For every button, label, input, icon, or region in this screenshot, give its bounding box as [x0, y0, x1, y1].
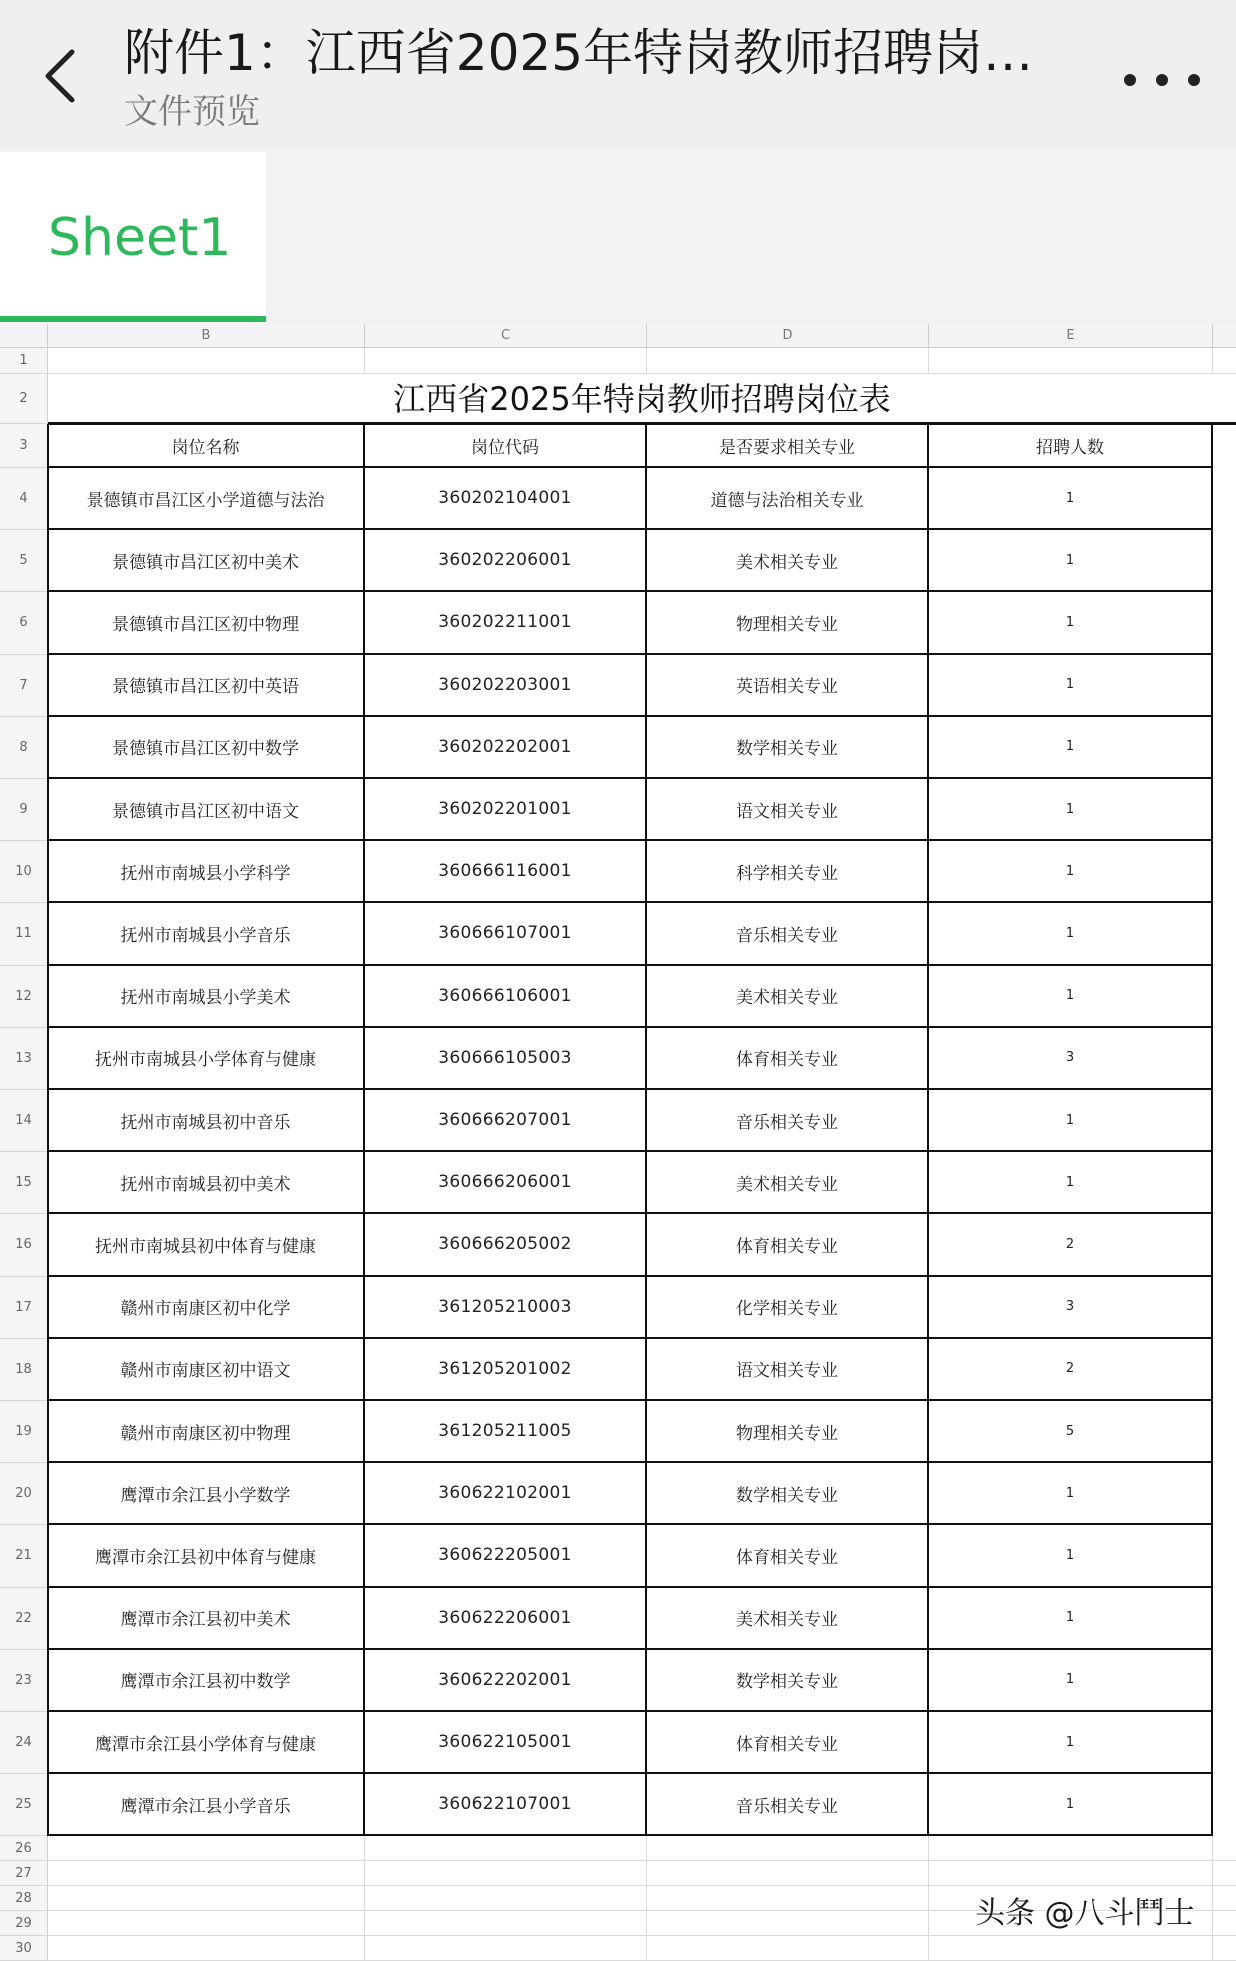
headcount-cell[interactable]: 1	[929, 1090, 1213, 1152]
file-subtitle: 文件预览	[124, 92, 260, 132]
column-header-c[interactable]: C	[365, 324, 647, 348]
row-header-17[interactable]: 17	[0, 1277, 48, 1339]
position-name-cell[interactable]: 景德镇市昌江区小学道德与法治	[48, 468, 365, 530]
row-header-27[interactable]: 27	[0, 1861, 48, 1886]
row-header-22[interactable]: 22	[0, 1588, 48, 1650]
top-app-bar	[0, 0, 1236, 150]
position-name-cell[interactable]: 鹰潭市余江县小学音乐	[48, 1774, 365, 1836]
headcount-cell[interactable]: 1	[929, 1774, 1213, 1836]
position-code-cell[interactable]: 360666116001	[365, 841, 647, 903]
major-requirement-cell[interactable]: 音乐相关专业	[647, 903, 929, 965]
headcount-cell[interactable]: 1	[929, 779, 1213, 841]
headcount-cell[interactable]: 1	[929, 655, 1213, 717]
tab-sheet1[interactable]	[0, 152, 266, 322]
row-header-23[interactable]: 23	[0, 1650, 48, 1712]
major-requirement-cell[interactable]: 美术相关专业	[647, 1152, 929, 1214]
row-header-29[interactable]: 29	[0, 1911, 48, 1936]
headcount-cell[interactable]: 2	[929, 1214, 1213, 1276]
headcount-cell[interactable]: 1	[929, 1588, 1213, 1650]
position-code-cell[interactable]: 360666206001	[365, 1152, 647, 1214]
table-row	[48, 655, 1213, 717]
position-name-cell[interactable]: 赣州市南康区初中化学	[48, 1277, 365, 1339]
headcount-cell[interactable]: 3	[929, 1028, 1213, 1090]
headcount-cell[interactable]: 1	[929, 1712, 1213, 1774]
row-header-20[interactable]: 20	[0, 1463, 48, 1525]
row-header-18[interactable]: 18	[0, 1339, 48, 1401]
major-requirement-cell[interactable]: 物理相关专业	[647, 592, 929, 654]
empty-row	[48, 1861, 1236, 1886]
headcount-cell[interactable]: 3	[929, 1277, 1213, 1339]
position-name-cell[interactable]: 景德镇市昌江区初中美术	[48, 530, 365, 592]
position-code-cell[interactable]: 360622107001	[365, 1774, 647, 1836]
gridline	[928, 348, 929, 374]
position-code-cell[interactable]: 360622105001	[365, 1712, 647, 1774]
row-header-11[interactable]: 11	[0, 903, 48, 965]
position-code-cell[interactable]: 360666105003	[365, 1028, 647, 1090]
table-row	[48, 1774, 1213, 1836]
table-row	[48, 1588, 1213, 1650]
position-code-cell[interactable]: 361205201002	[365, 1339, 647, 1401]
major-requirement-cell[interactable]: 数学相关专业	[647, 1463, 929, 1525]
row-header-21[interactable]: 21	[0, 1525, 48, 1587]
table-row	[48, 1152, 1213, 1214]
position-name-cell[interactable]: 抚州市南城县初中体育与健康	[48, 1214, 365, 1276]
position-name-cell[interactable]: 鹰潭市余江县小学数学	[48, 1463, 365, 1525]
table-top-border	[48, 423, 1236, 425]
spreadsheet-grid[interactable]	[0, 324, 1236, 1961]
position-name-cell[interactable]: 抚州市南城县小学音乐	[48, 903, 365, 965]
major-requirement-cell[interactable]: 体育相关专业	[647, 1214, 929, 1276]
headcount-cell[interactable]: 1	[929, 966, 1213, 1028]
major-requirement-cell[interactable]: 数学相关专业	[647, 1650, 929, 1712]
row-header-13[interactable]: 13	[0, 1028, 48, 1090]
row-header-25[interactable]: 25	[0, 1774, 48, 1836]
row-header-7[interactable]: 7	[0, 655, 48, 717]
position-name-cell[interactable]: 鹰潭市余江县初中美术	[48, 1588, 365, 1650]
position-code-cell[interactable]: 360622102001	[365, 1463, 647, 1525]
position-code-cell[interactable]: 360666207001	[365, 1090, 647, 1152]
row-header-30[interactable]: 30	[0, 1936, 48, 1961]
chevron-left-icon	[38, 44, 88, 108]
position-code-cell[interactable]: 360202203001	[365, 655, 647, 717]
table-row	[48, 530, 1213, 592]
major-requirement-cell[interactable]: 美术相关专业	[647, 966, 929, 1028]
row-header-3[interactable]: 3	[0, 424, 48, 468]
table-header-row	[48, 424, 1213, 468]
position-code-cell[interactable]: 360666205002	[365, 1214, 647, 1276]
column-title[interactable]: 是否要求相关专业	[647, 424, 929, 468]
table-row	[48, 592, 1213, 654]
row-header-9[interactable]: 9	[0, 779, 48, 841]
column-title[interactable]: 岗位代码	[365, 424, 647, 468]
position-name-cell[interactable]: 抚州市南城县小学体育与健康	[48, 1028, 365, 1090]
table-row	[48, 1463, 1213, 1525]
row-header-26[interactable]: 26	[0, 1836, 48, 1861]
table-row	[48, 1401, 1213, 1463]
column-header-e[interactable]: E	[929, 324, 1213, 348]
table-row	[48, 779, 1213, 841]
major-requirement-cell[interactable]: 化学相关专业	[647, 1277, 929, 1339]
major-requirement-cell[interactable]: 语文相关专业	[647, 1339, 929, 1401]
watermark: 头条 @八斗鬥士	[975, 1896, 1195, 1931]
empty-row	[48, 348, 1236, 374]
major-requirement-cell[interactable]: 道德与法治相关专业	[647, 468, 929, 530]
row-header-8[interactable]: 8	[0, 717, 48, 779]
position-code-cell[interactable]: 360666107001	[365, 903, 647, 965]
major-requirement-cell[interactable]: 体育相关专业	[647, 1525, 929, 1587]
position-code-cell[interactable]: 360202206001	[365, 530, 647, 592]
table-row	[48, 903, 1213, 965]
table-row	[48, 966, 1213, 1028]
headcount-cell[interactable]: 1	[929, 1650, 1213, 1712]
gridline	[364, 348, 365, 374]
table-row	[48, 1277, 1213, 1339]
major-requirement-cell[interactable]: 语文相关专业	[647, 779, 929, 841]
column-header-b[interactable]: B	[48, 324, 365, 348]
table-row	[48, 717, 1213, 779]
headcount-cell[interactable]: 1	[929, 468, 1213, 530]
row-header-14[interactable]: 14	[0, 1090, 48, 1152]
table-row	[48, 1090, 1213, 1152]
row-header-6[interactable]: 6	[0, 592, 48, 654]
position-name-cell[interactable]: 鹰潭市余江县小学体育与健康	[48, 1712, 365, 1774]
row-header-15[interactable]: 15	[0, 1152, 48, 1214]
position-name-cell[interactable]: 景德镇市昌江区初中英语	[48, 655, 365, 717]
table-row	[48, 841, 1213, 903]
position-name-cell[interactable]: 抚州市南城县初中美术	[48, 1152, 365, 1214]
table-row	[48, 1339, 1213, 1401]
row-header-2[interactable]: 2	[0, 374, 48, 424]
table-row	[48, 468, 1213, 530]
headcount-cell[interactable]: 1	[929, 592, 1213, 654]
gridline	[646, 348, 647, 374]
table-title[interactable]: 江西省2025年特岗教师招聘岗位表	[48, 374, 1236, 424]
more-horizontal-icon	[1116, 60, 1212, 100]
position-name-cell[interactable]: 抚州市南城县小学美术	[48, 966, 365, 1028]
position-code-cell[interactable]: 360622206001	[365, 1588, 647, 1650]
position-code-cell[interactable]: 360202104001	[365, 468, 647, 530]
column-header-d[interactable]: D	[647, 324, 929, 348]
major-requirement-cell[interactable]: 数学相关专业	[647, 717, 929, 779]
corner-cell[interactable]	[0, 324, 48, 348]
table-left-border	[47, 424, 49, 1836]
position-code-cell[interactable]: 361205210003	[365, 1277, 647, 1339]
sheet-tab-bar	[0, 150, 1236, 324]
major-requirement-cell[interactable]: 英语相关专业	[647, 655, 929, 717]
headcount-cell[interactable]: 1	[929, 841, 1213, 903]
major-requirement-cell[interactable]: 体育相关专业	[647, 1712, 929, 1774]
position-code-cell[interactable]: 360622202001	[365, 1650, 647, 1712]
row-header-16[interactable]: 16	[0, 1214, 48, 1276]
column-title[interactable]: 岗位名称	[48, 424, 365, 468]
row-header-10[interactable]: 10	[0, 841, 48, 903]
table-row	[48, 1525, 1213, 1587]
more-button[interactable]	[1116, 60, 1212, 100]
gridline	[1212, 348, 1213, 374]
major-requirement-cell[interactable]: 科学相关专业	[647, 841, 929, 903]
position-name-cell[interactable]: 赣州市南康区初中语文	[48, 1339, 365, 1401]
position-name-cell[interactable]: 抚州市南城县初中音乐	[48, 1090, 365, 1152]
major-requirement-cell[interactable]: 美术相关专业	[647, 1588, 929, 1650]
row-header-24[interactable]: 24	[0, 1712, 48, 1774]
position-name-cell[interactable]: 鹰潭市余江县初中数学	[48, 1650, 365, 1712]
empty-row	[48, 1936, 1236, 1961]
headcount-cell[interactable]: 1	[929, 1525, 1213, 1587]
row-header-4[interactable]: 4	[0, 468, 48, 530]
position-name-cell[interactable]: 景德镇市昌江区初中物理	[48, 592, 365, 654]
gridline	[646, 1836, 647, 1961]
position-code-cell[interactable]: 360202211001	[365, 592, 647, 654]
major-requirement-cell[interactable]: 音乐相关专业	[647, 1774, 929, 1836]
position-code-cell[interactable]: 360622205001	[365, 1525, 647, 1587]
file-title: 附件1：江西省2025年特岗教师招聘岗…	[124, 24, 1034, 82]
column-header-f[interactable]	[1213, 324, 1236, 348]
position-code-cell[interactable]: 360202202001	[365, 717, 647, 779]
headcount-cell[interactable]: 1	[929, 1152, 1213, 1214]
row-header-12[interactable]: 12	[0, 966, 48, 1028]
position-code-cell[interactable]: 360202201001	[365, 779, 647, 841]
major-requirement-cell[interactable]: 体育相关专业	[647, 1028, 929, 1090]
position-code-cell[interactable]: 360666106001	[365, 966, 647, 1028]
major-requirement-cell[interactable]: 物理相关专业	[647, 1401, 929, 1463]
table-row	[48, 1712, 1213, 1774]
table-row	[48, 1214, 1213, 1276]
position-name-cell[interactable]: 景德镇市昌江区初中数学	[48, 717, 365, 779]
headcount-cell[interactable]: 5	[929, 1401, 1213, 1463]
back-button[interactable]	[38, 44, 88, 108]
headcount-cell[interactable]: 2	[929, 1339, 1213, 1401]
position-name-cell[interactable]: 赣州市南康区初中物理	[48, 1401, 365, 1463]
major-requirement-cell[interactable]: 美术相关专业	[647, 530, 929, 592]
row-header-28[interactable]: 28	[0, 1886, 48, 1911]
empty-row	[48, 1836, 1236, 1861]
headcount-cell[interactable]: 1	[929, 903, 1213, 965]
position-name-cell[interactable]: 鹰潭市余江县初中体育与健康	[48, 1525, 365, 1587]
gridline	[1212, 1836, 1213, 1961]
major-requirement-cell[interactable]: 音乐相关专业	[647, 1090, 929, 1152]
gridline	[364, 1836, 365, 1961]
row-header-1[interactable]: 1	[0, 348, 48, 374]
row-header-5[interactable]: 5	[0, 530, 48, 592]
table-row	[48, 1028, 1213, 1090]
gridline	[928, 1836, 929, 1961]
row-header-19[interactable]: 19	[0, 1401, 48, 1463]
position-name-cell[interactable]: 抚州市南城县小学科学	[48, 841, 365, 903]
headcount-cell[interactable]: 1	[929, 1463, 1213, 1525]
position-name-cell[interactable]: 景德镇市昌江区初中语文	[48, 779, 365, 841]
headcount-cell[interactable]: 1	[929, 530, 1213, 592]
tab-label: Sheet1	[48, 208, 232, 268]
table-row	[48, 1650, 1213, 1712]
position-code-cell[interactable]: 361205211005	[365, 1401, 647, 1463]
column-title[interactable]: 招聘人数	[929, 424, 1213, 468]
headcount-cell[interactable]: 1	[929, 717, 1213, 779]
